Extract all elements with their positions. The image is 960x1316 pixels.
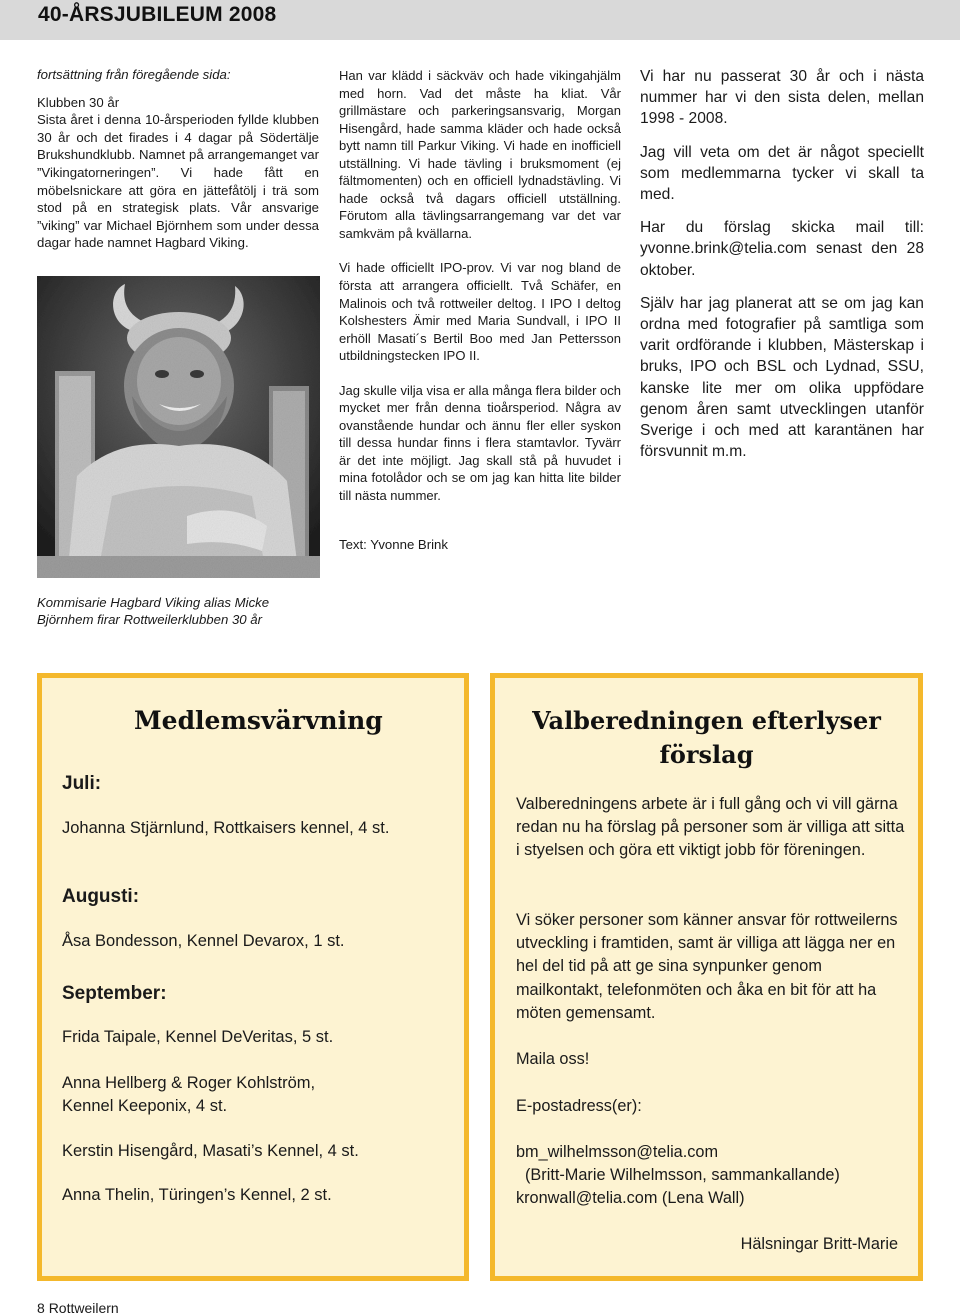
box-title: Medlemsvärvning [134, 706, 383, 735]
nomination-committee-box [490, 673, 923, 1281]
article-column-1 [37, 66, 319, 252]
continued-note: fortsättning från föregående sida: [37, 67, 231, 82]
box-paragraph: E-postadress(er): [516, 1097, 642, 1115]
member-entry: Anna Thelin, Türingen’s Kennel, 2 st. [62, 1186, 332, 1204]
article-paragraph: Sista året i denna 10-årsperioden fyllde klubben 30 år och det firades i 4 dagar på Södertälje Brukshundklubb. Namnet på arrangemanget var ”Vikingatorneringen”. Vi hade fått en möbelsnickare att göra en jättefåtölj i trä som stod på en strategisk plats. Vår ansvarige ”viking” var Michael Björnhem som under dessa dagar hade namnet Hagbard Viking. [37, 112, 319, 251]
box-paragraph: Maila oss! [516, 1050, 590, 1068]
box-title [495, 704, 918, 772]
greeting: Hälsningar Britt-Marie [740, 1235, 898, 1253]
member-entry: Anna Hellberg & Roger Kohlström, [62, 1074, 316, 1092]
member-recruitment-box [37, 673, 469, 1281]
article-paragraph: Vi har nu passerat 30 år och i nästa nummer har vi den sista delen, mellan 1998 - 2008. [640, 68, 924, 128]
viking-photo [37, 276, 320, 578]
member-entry: Åsa Bondesson, Kennel Devarox, 1 st. [62, 932, 345, 950]
box-paragraph: Valberedningens arbete är i full gång och vi vill gärna redan nu ha förslag på personer som är villiga att sitta i styelsen och göra ett viktigt jobb för föreningen. [516, 795, 905, 860]
author-byline: Text: Yvonne Brink [339, 537, 448, 552]
page-number: 8 [37, 1300, 45, 1316]
page-header-bar [0, 0, 960, 40]
member-entry: Johanna Stjärnlund, Rottkaisers kennel, 4 st. [62, 819, 390, 837]
article-paragraph: Han var klädd i säckväv och hade vikingahjälm med horn. Vad det måste ha kliat. Vår grillmästare och parkeringsansvarig, Morgan Hisengård, hade samma kläder och hade också bytt namn till Parkur Viking. Vi hade en inofficiell utställning. Vi hade tävling i bruksmoment (ej fältmomenten) och en officiell lydnadstävling. Vi hade också två dagars officiell utställning. Förutom alla tävlingsarrangemang var det var samkväm på kvällarna. [339, 68, 621, 241]
member-entry: Kennel Keeponix, 4 st. [62, 1097, 228, 1115]
article-paragraph: Själv har jag planerat att se om jag kan ordna med fotografier på samtliga som varit ordförande i klubben, Mästerskap i bruks, IPO och BSL och Lydnad, SSU, kanske lite mer om olika uppfödare genom åren samt utvecklingen utanför Sverige i och med att karantänen har försvunnit m.m. [640, 294, 924, 461]
box-title-line: förslag [659, 740, 754, 769]
article-paragraph: Vi hade officiellt IPO-prov. Vi var nog bland de första att arrangera officiellt. Två Schäfer, en Malinois och två rottweiler deltog. I IPO I deltog Kolshesters Ämir med Maria Sundvall, i IPO II erhöll Masati´s Bertil Boo med Jan Pettersson utbildningstecken IPO II. [339, 260, 621, 364]
month-heading: Juli: [62, 773, 102, 794]
email-link[interactable]: bm_wilhelmsson@telia.com [516, 1143, 719, 1161]
magazine-name: Rottweilern [48, 1300, 119, 1316]
article-column-3 [640, 66, 924, 474]
member-entry: Frida Taipale, Kennel DeVeritas, 5 st. [62, 1028, 334, 1046]
page-header-title: 40-ÅRSJUBILEUM 2008 [38, 3, 277, 26]
article-paragraph: Jag skulle vilja visa er alla många flera bilder och mycket mer från denna tioårsperiod. Några av ovanstående hundar och ännu fler eller syskon till dessa hundar finns i flera stamtavlor. Tyvärr är det inte möjligt. Jag skall stå på huvudet i mina fotolådor och se om jag kan hitta lite bilder till nästa nummer. [339, 382, 621, 504]
photo-caption: Kommisarie Hagbard Viking alias Micke Björnhem firar Rottweilerklubben 30 år [37, 595, 270, 627]
article-paragraph: Jag vill veta om det är något speciellt som medlemmarna tycker vi skall ta med. [640, 143, 924, 204]
email-link[interactable]: kronwall@telia.com (Lena Wall) [516, 1189, 745, 1207]
section-heading: Klubben 30 år [37, 94, 120, 110]
email-contact-name: (Britt-Marie Wilhelmsson, sammankallande) [525, 1166, 840, 1184]
article-paragraph: Har du förslag skicka mail till: yvonne.brink@telia.com senast den 28 oktober. [640, 219, 924, 279]
box-title-line: Valberedningen efterlyser [532, 706, 881, 735]
page-footer [37, 1300, 119, 1316]
month-heading: September: [62, 983, 167, 1004]
member-entry: Kerstin Hisengård, Masati’s Kennel, 4 st. [62, 1142, 359, 1160]
month-heading: Augusti: [62, 886, 140, 907]
box-paragraph: Vi söker personer som känner ansvar för rottweilerns utveckling i framtiden, samt är villiga att lägga ner en hel del tid på att ge sina synpunker genom mailkontakt, telefonmöten och åka en bit för att ha möten gemensamt. [516, 911, 898, 1022]
article-column-2 [339, 67, 621, 522]
